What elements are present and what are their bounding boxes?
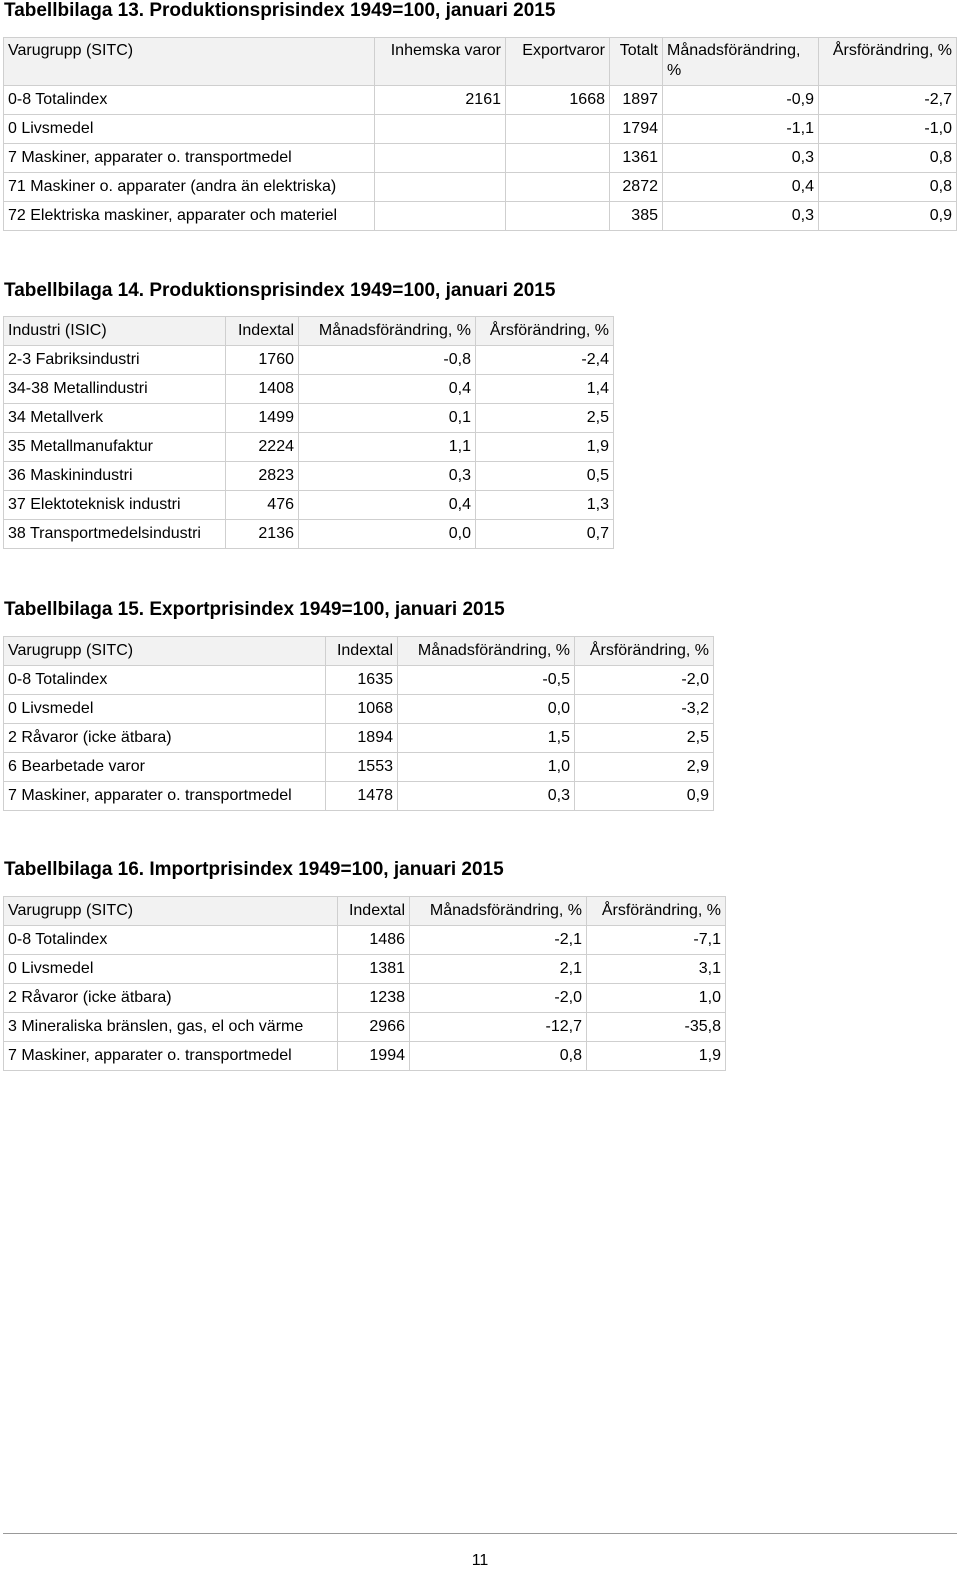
table-cell: 1478	[326, 782, 398, 811]
table-cell: 2966	[338, 1013, 410, 1042]
table-cell: 1894	[326, 724, 398, 753]
table-cell: 2136	[226, 520, 299, 549]
table-cell: 0,4	[663, 173, 819, 202]
table-cell: -1,1	[663, 115, 819, 144]
column-header: Inhemska varor	[375, 38, 506, 86]
table-row	[4, 520, 614, 549]
table-cell: 0,9	[575, 782, 714, 811]
table-row	[4, 955, 726, 984]
table-row	[4, 753, 714, 782]
table-cell: 1760	[226, 346, 299, 375]
table-section-16	[3, 859, 726, 1071]
table-cell	[375, 144, 506, 173]
table-cell: 36 Maskinindustri	[4, 462, 226, 491]
table-cell: 0-8 Totalindex	[4, 86, 375, 115]
table-row	[4, 1042, 726, 1071]
table-cell: 2 Råvaror (icke ätbara)	[4, 724, 326, 753]
table-caption: Tabellbilaga 16. Importprisindex 1949=100, januari 2015	[4, 859, 504, 880]
column-header: Totalt	[610, 38, 663, 86]
table-cell: 2,5	[476, 404, 614, 433]
table-cell: 2,9	[575, 753, 714, 782]
table-cell: 1635	[326, 666, 398, 695]
table-caption: Tabellbilaga 13. Produktionsprisindex 1949=100, januari 2015	[4, 0, 556, 21]
table-cell: 1668	[506, 86, 610, 115]
column-header: Månadsförändring, %	[398, 637, 575, 666]
table-cell: 476	[226, 491, 299, 520]
table-section-13	[3, 0, 957, 231]
table-cell: -7,1	[587, 926, 726, 955]
table-cell: -2,1	[410, 926, 587, 955]
column-header: Månadsförändring, %	[410, 897, 587, 926]
column-header: Indextal	[226, 317, 299, 346]
column-header: Exportvaror	[506, 38, 610, 86]
table-header-row	[4, 317, 614, 346]
table-cell: 3,1	[587, 955, 726, 984]
table-cell: -2,0	[410, 984, 587, 1013]
table-cell: 1,5	[398, 724, 575, 753]
table-cell: 1486	[338, 926, 410, 955]
table-row	[4, 1013, 726, 1042]
table-cell: 1,0	[398, 753, 575, 782]
table-cell: -3,2	[575, 695, 714, 724]
table-cell: 1,4	[476, 375, 614, 404]
table-cell: 7 Maskiner, apparater o. transportmedel	[4, 1042, 338, 1071]
table-cell: 0 Livsmedel	[4, 115, 375, 144]
table-row	[4, 86, 957, 115]
table-cell	[375, 115, 506, 144]
table-cell	[375, 202, 506, 231]
table-cell: 2224	[226, 433, 299, 462]
table-cell: 35 Metallmanufaktur	[4, 433, 226, 462]
table-cell: 1499	[226, 404, 299, 433]
table-cell: 0,0	[299, 520, 476, 549]
table-cell: 0-8 Totalindex	[4, 666, 326, 695]
price-index-table-16	[3, 896, 726, 1071]
table-cell: 7 Maskiner, apparater o. transportmedel	[4, 782, 326, 811]
table-row	[4, 115, 957, 144]
table-cell: 71 Maskiner o. apparater (andra än elektriska)	[4, 173, 375, 202]
column-header: Årsförändring, %	[819, 38, 957, 86]
table-cell: 0,1	[299, 404, 476, 433]
table-cell: -0,8	[299, 346, 476, 375]
table-cell: -2,7	[819, 86, 957, 115]
table-row	[4, 173, 957, 202]
table-cell: 1,1	[299, 433, 476, 462]
table-cell: 0,3	[398, 782, 575, 811]
table-cell: -1,0	[819, 115, 957, 144]
column-header: Indextal	[338, 897, 410, 926]
table-cell: 385	[610, 202, 663, 231]
table-cell: 7 Maskiner, apparater o. transportmedel	[4, 144, 375, 173]
table-cell: 34 Metallverk	[4, 404, 226, 433]
table-row	[4, 375, 614, 404]
table-cell: 1408	[226, 375, 299, 404]
table-cell: 2,1	[410, 955, 587, 984]
table-cell: 0,9	[819, 202, 957, 231]
table-row	[4, 144, 957, 173]
table-row	[4, 202, 957, 231]
table-cell: 2872	[610, 173, 663, 202]
table-cell: -2,0	[575, 666, 714, 695]
price-index-table-13	[3, 37, 957, 231]
price-index-table-15	[3, 636, 714, 811]
table-cell: -0,5	[398, 666, 575, 695]
table-cell: 38 Transportmedelsindustri	[4, 520, 226, 549]
table-cell: 2-3 Fabriksindustri	[4, 346, 226, 375]
table-cell: 1068	[326, 695, 398, 724]
table-cell: -0,9	[663, 86, 819, 115]
table-header-row	[4, 38, 957, 86]
column-header: Månadsförändring, %	[663, 38, 819, 86]
table-row	[4, 491, 614, 520]
table-cell	[506, 173, 610, 202]
table-row	[4, 404, 614, 433]
table-header-row	[4, 637, 714, 666]
table-row	[4, 433, 614, 462]
table-row	[4, 346, 614, 375]
table-cell	[506, 144, 610, 173]
table-cell: 72 Elektriska maskiner, apparater och materiel	[4, 202, 375, 231]
table-cell: 2161	[375, 86, 506, 115]
column-header: Indextal	[326, 637, 398, 666]
table-cell: 1553	[326, 753, 398, 782]
table-cell: 0,7	[476, 520, 614, 549]
table-cell: -35,8	[587, 1013, 726, 1042]
column-header: Industri (ISIC)	[4, 317, 226, 346]
table-row	[4, 724, 714, 753]
table-cell: -12,7	[410, 1013, 587, 1042]
table-cell	[375, 173, 506, 202]
table-cell: 1,0	[587, 984, 726, 1013]
table-header-row	[4, 897, 726, 926]
table-cell: 1794	[610, 115, 663, 144]
table-cell: 0-8 Totalindex	[4, 926, 338, 955]
table-cell: 0,8	[410, 1042, 587, 1071]
table-row	[4, 462, 614, 491]
table-cell: 1,3	[476, 491, 614, 520]
table-row	[4, 666, 714, 695]
table-cell: 0 Livsmedel	[4, 695, 326, 724]
table-cell: 1,9	[476, 433, 614, 462]
page-number-label: 11	[471, 1552, 489, 1569]
table-section-14	[3, 280, 614, 549]
table-cell: 0,5	[476, 462, 614, 491]
column-header: Årsförändring, %	[476, 317, 614, 346]
table-row	[4, 782, 714, 811]
table-cell: 2823	[226, 462, 299, 491]
table-cell: 0 Livsmedel	[4, 955, 338, 984]
table-cell: 0,8	[819, 173, 957, 202]
table-row	[4, 926, 726, 955]
table-cell	[506, 115, 610, 144]
table-cell: 0,4	[299, 375, 476, 404]
table-row	[4, 984, 726, 1013]
column-header: Månadsförändring, %	[299, 317, 476, 346]
table-cell: 1361	[610, 144, 663, 173]
price-index-table-14	[3, 316, 614, 549]
table-cell: 1,9	[587, 1042, 726, 1071]
table-cell: 2 Råvaror (icke ätbara)	[4, 984, 338, 1013]
table-cell: 0,3	[663, 144, 819, 173]
column-header: Varugrupp (SITC)	[4, 38, 375, 86]
table-cell: 1994	[338, 1042, 410, 1071]
table-cell: -2,4	[476, 346, 614, 375]
table-caption: Tabellbilaga 15. Exportprisindex 1949=100, januari 2015	[4, 599, 505, 620]
table-caption: Tabellbilaga 14. Produktionsprisindex 1949=100, januari 2015	[4, 280, 556, 301]
column-header: Årsförändring, %	[575, 637, 714, 666]
page-number	[0, 1552, 960, 1570]
table-cell: 2,5	[575, 724, 714, 753]
table-cell: 1238	[338, 984, 410, 1013]
column-header: Varugrupp (SITC)	[4, 637, 326, 666]
table-cell: 0,4	[299, 491, 476, 520]
table-cell: 1381	[338, 955, 410, 984]
table-cell: 0,3	[663, 202, 819, 231]
table-cell: 1897	[610, 86, 663, 115]
table-cell: 37 Elektoteknisk industri	[4, 491, 226, 520]
table-cell: 0,3	[299, 462, 476, 491]
table-cell: 6 Bearbetade varor	[4, 753, 326, 782]
table-cell	[506, 202, 610, 231]
column-header: Varugrupp (SITC)	[4, 897, 338, 926]
table-cell: 34-38 Metallindustri	[4, 375, 226, 404]
table-row	[4, 695, 714, 724]
column-header: Årsförändring, %	[587, 897, 726, 926]
table-cell: 0,0	[398, 695, 575, 724]
table-cell: 0,8	[819, 144, 957, 173]
table-cell: 3 Mineraliska bränslen, gas, el och värme	[4, 1013, 338, 1042]
table-section-15	[3, 599, 714, 811]
footer-divider	[3, 1533, 957, 1534]
